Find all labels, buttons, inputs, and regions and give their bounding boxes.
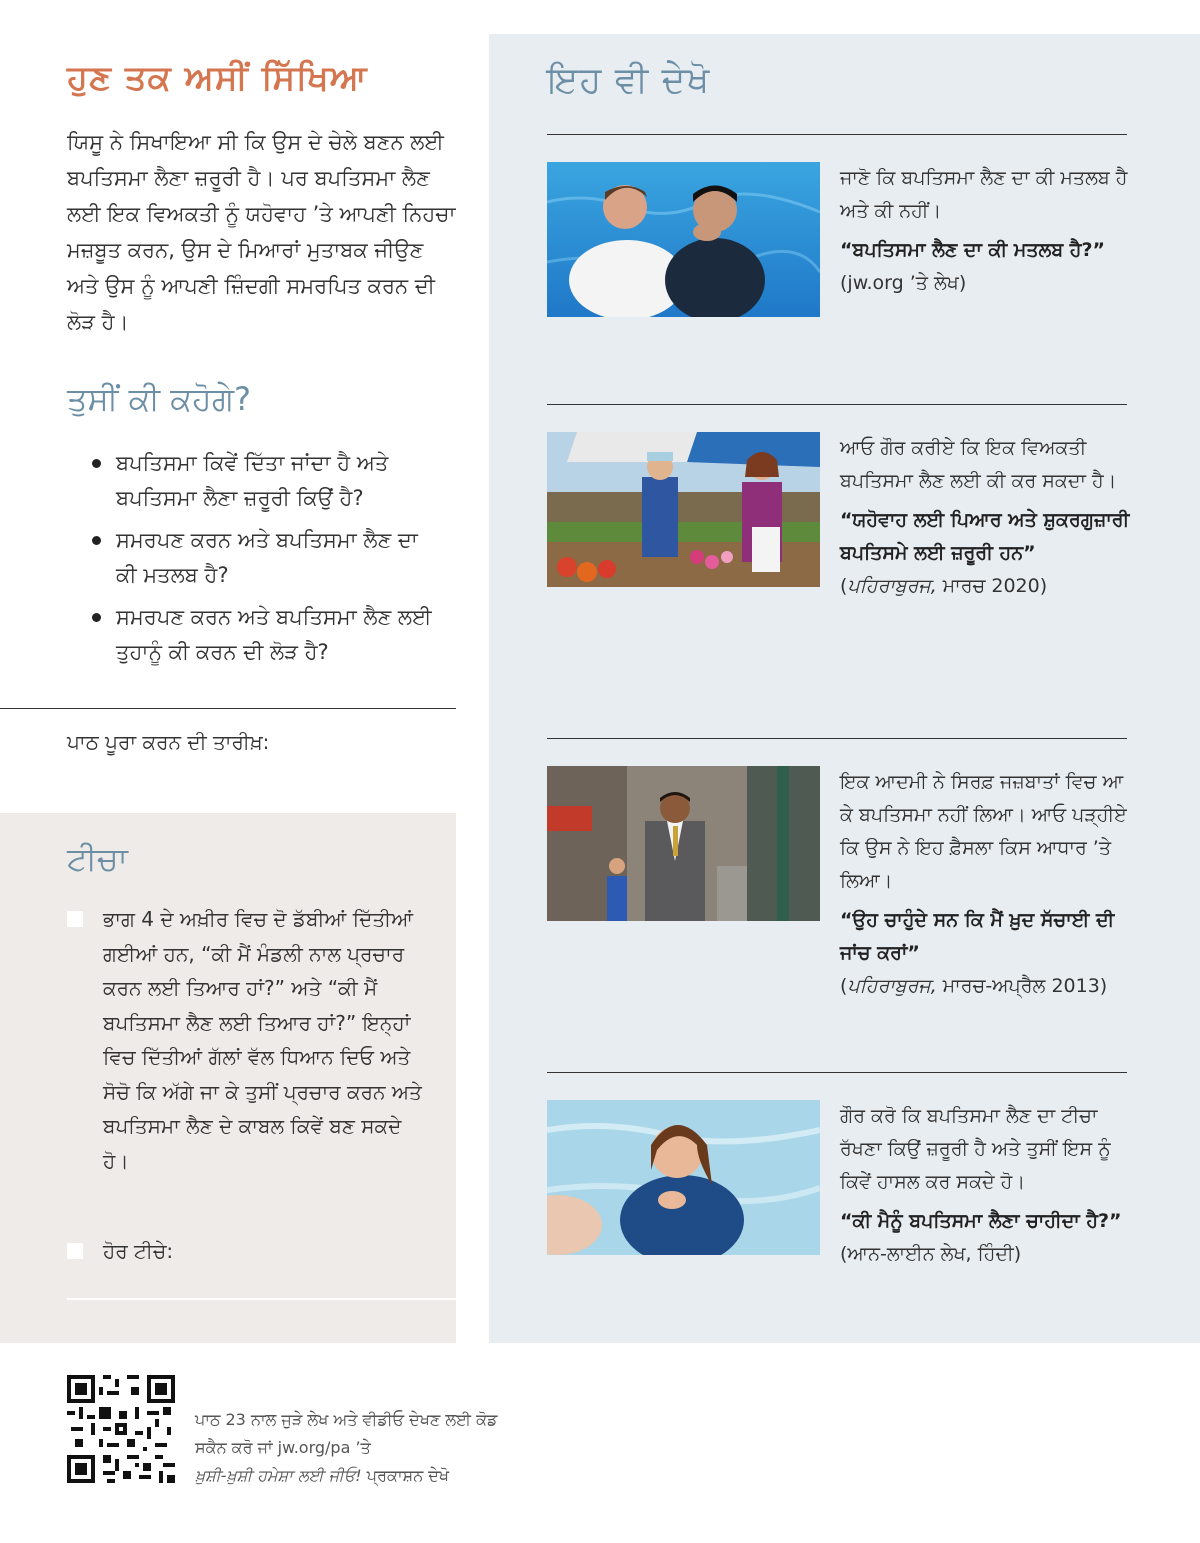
checkbox[interactable]	[67, 1243, 83, 1259]
bullet-icon	[92, 459, 101, 468]
goal-item-other: ਹੋਰ ਟੀਚੇ:	[67, 1234, 427, 1269]
article-title[interactable]: “ਕੀ ਮੈਨੂੰ ਬਪਤਿਸਮਾ ਲੈਣਾ ਚਾਹੀਦਾ ਹੈ?”	[840, 1210, 1122, 1232]
checkbox[interactable]	[67, 911, 83, 927]
question-item: ਸਮਰਪਣ ਕਰਨ ਅਤੇ ਬਪਤਿਸਮਾ ਲੈਣ ਲਈ ਤੁਹਾਨੂੰ ਕੀ ਕਰਨ ਦੀ ਲੋੜ ਹੈ?	[90, 600, 440, 670]
publication-name: ਖ਼ੁਸ਼ੀ-ਖ਼ੁਸ਼ੀ ਹਮੇਸ਼ਾ ਲਈ ਜੀਓ!	[195, 1466, 362, 1485]
article-title[interactable]: “ਯਹੋਵਾਹ ਲਈ ਪਿਆਰ ਅਤੇ ਸ਼ੁਕਰਗੁਜ਼ਾਰੀ ਬਪਤਿਸਮੇ ਲਈ ਜ਼ਰੂਰੀ ਹਨ”	[840, 509, 1130, 564]
goal-item: ਭਾਗ 4 ਦੇ ਅਖ਼ੀਰ ਵਿਚ ਦੋ ਡੱਬੀਆਂ ਦਿੱਤੀਆਂ ਗਈਆਂ ਹਨ, “ਕੀ ਮੈਂ ਮੰਡਲੀ ਨਾਲ ਪ੍ਰਚਾਰ ਕਰਨ ਲਈ ਤਿਆਰ ਹਾਂ?” ਅਤੇ “ਕੀ ਮੈਂ ਬਪਤਿਸਮਾ ਲੈਣ ਲਈ ਤਿਆਰ ਹਾਂ?” ਇਨ੍ਹਾਂ ਵਿਚ ਦਿੱਤੀਆਂ ਗੱਲਾਂ ਵੱਲ ਧਿਆਨ ਦਿਓ ਅਤੇ ਸੋਚੋ ਕਿ ਅੱਗੇ ਜਾ ਕੇ ਤੁਸੀਂ ਪ੍ਰਚਾਰ ਕਰਨ ਅਤੇ ਬਪਤਿਸਮਾ ਲੈਣ ਦੇ ਕਾਬਲ ਕਿਵੇਂ ਬਣ ਸਕਦੇ ਹੋ।	[67, 902, 427, 1178]
see-also-heading: ਇਹ ਵੀ ਦੇਖੋ	[547, 60, 711, 101]
bullet-icon	[92, 536, 101, 545]
divider	[547, 404, 1127, 405]
learned-heading: ਹੁਣ ਤਕ ਅਸੀਂ ਸਿੱਖਿਆ	[67, 58, 368, 98]
completion-date-label: ਪਾਠ ਪੂਰਾ ਕਰਨ ਦੀ ਤਾਰੀਖ਼:	[67, 730, 270, 754]
article-intro: ਜਾਣੋ ਕਿ ਬਪਤਿਸਮਾ ਲੈਣ ਦਾ ਕੀ ਮਤਲਬ ਹੈ ਅਤੇ ਕੀ ਨਹੀਂ।	[840, 167, 1128, 222]
bullet-icon	[92, 613, 101, 622]
article-source: (ਆਨ-ਲਾਈਨ ਲੇਖ, ਹਿੰਦੀ)	[840, 1243, 1022, 1265]
divider	[0, 708, 456, 709]
article-title[interactable]: “ਬਪਤਿਸਮਾ ਲੈਣ ਦਾ ਕੀ ਮਤਲਬ ਹੈ?”	[840, 239, 1105, 261]
article-title[interactable]: “ਉਹ ਚਾਹੁੰਦੇ ਸਨ ਕਿ ਮੈਂ ਖ਼ੁਦ ਸੱਚਾਈ ਦੀ ਜਾਂਚ ਕਰਾਂ”	[840, 909, 1115, 964]
article-intro: ਗੌਰ ਕਰੋ ਕਿ ਬਪਤਿਸਮਾ ਲੈਣ ਦਾ ਟੀਚਾ ਰੱਖਣਾ ਕਿਉਂ ਜ਼ਰੂਰੀ ਹੈ ਅਤੇ ਤੁਸੀਂ ਇਸ ਨੂੰ ਕਿਵੇਂ ਹਾਸਲ ਕਰ ਸਕਦੇ ਹੋ।	[840, 1105, 1111, 1193]
goal-heading: ਟੀਚਾ	[67, 840, 128, 878]
divider	[547, 1072, 1127, 1073]
divider	[547, 134, 1127, 135]
question-item: ਬਪਤਿਸਮਾ ਕਿਵੇਂ ਦਿੱਤਾ ਜਾਂਦਾ ਹੈ ਅਤੇ ਬਪਤਿਸਮਾ ਲੈਣਾ ਜ਼ਰੂਰੀ ਕਿਉਂ ਹੈ?	[90, 446, 440, 516]
questions-heading: ਤੁਸੀਂ ਕੀ ਕਹੋਗੇ?	[67, 380, 251, 418]
divider	[547, 738, 1127, 739]
market-stall-photo	[547, 432, 820, 587]
young-woman-baptism-photo	[547, 1100, 820, 1255]
article-source: (jw.org ’ਤੇ ਲੇਖ)	[840, 272, 967, 294]
article-intro: ਇਕ ਆਦਮੀ ਨੇ ਸਿਰਫ਼ ਜਜ਼ਬਾਤਾਂ ਵਿਚ ਆ ਕੇ ਬਪਤਿਸਮਾ ਨਹੀਂ ਲਿਆ। ਆਓ ਪੜ੍ਹੀਏ ਕਿ ਉਸ ਨੇ ਇਹ ਫ਼ੈਸਲਾ ਕਿਸ ਆਧਾਰ ’ਤੇ ਲਿਆ।	[840, 771, 1127, 892]
goal-write-line	[67, 1298, 456, 1300]
baptism-in-pool-photo	[547, 162, 820, 317]
footer-note: ਪਾਠ 23 ਨਾਲ ਜੁੜੇ ਲੇਖ ਅਤੇ ਵੀਡੀਓ ਦੇਖਣ ਲਈ ਕੋਡ ਸਕੈਨ ਕਰੋ ਜਾਂ jw.org/pa ’ਤੇ ਖ਼ੁਸ਼ੀ-ਖ਼ੁਸ਼ੀ ਹਮੇਸ਼ਾ ਲਈ ਜੀਓ! ਪ੍ਰਕਾਸ਼ਨ ਦੇਖੋ	[195, 1410, 498, 1485]
publication-name: ਪਹਿਰਾਬੁਰਜ,	[847, 975, 937, 997]
qr-code-icon[interactable]	[67, 1375, 175, 1483]
question-item: ਸਮਰਪਣ ਕਰਨ ਅਤੇ ਬਪਤਿਸਮਾ ਲੈਣ ਦਾ ਕੀ ਮਤਲਬ ਹੈ?	[90, 523, 440, 593]
questions-list	[90, 446, 440, 677]
learned-summary: ਯਿਸੂ ਨੇ ਸਿਖਾਇਆ ਸੀ ਕਿ ਉਸ ਦੇ ਚੇਲੇ ਬਣਨ ਲਈ ਬਪਤਿਸਮਾ ਲੈਣਾ ਜ਼ਰੂਰੀ ਹੈ। ਪਰ ਬਪਤਿਸਮਾ ਲੈਣ ਲਈ ਇਕ ਵਿਅਕਤੀ ਨੂੰ ਯਹੋਵਾਹ ’ਤੇ ਆਪਣੀ ਨਿਹਚਾ ਮਜ਼ਬੂਤ ਕਰਨ, ਉਸ ਦੇ ਮਿਆਰਾਂ ਮੁਤਾਬਕ ਜੀਉਣ ਅਤੇ ਉਸ ਨੂੰ ਆਪਣੀ ਜ਼ਿੰਦਗੀ ਸਮਰਪਿਤ ਕਰਨ ਦੀ ਲੋੜ ਹੈ।	[67, 130, 456, 334]
man-on-city-street-photo	[547, 766, 820, 921]
article-intro: ਆਓ ਗੌਰ ਕਰੀਏ ਕਿ ਇਕ ਵਿਅਕਤੀ ਬਪਤਿਸਮਾ ਲੈਣ ਲਈ ਕੀ ਕਰ ਸਕਦਾ ਹੈ।	[840, 437, 1117, 492]
publication-name: ਪਹਿਰਾਬੁਰਜ,	[847, 575, 937, 597]
